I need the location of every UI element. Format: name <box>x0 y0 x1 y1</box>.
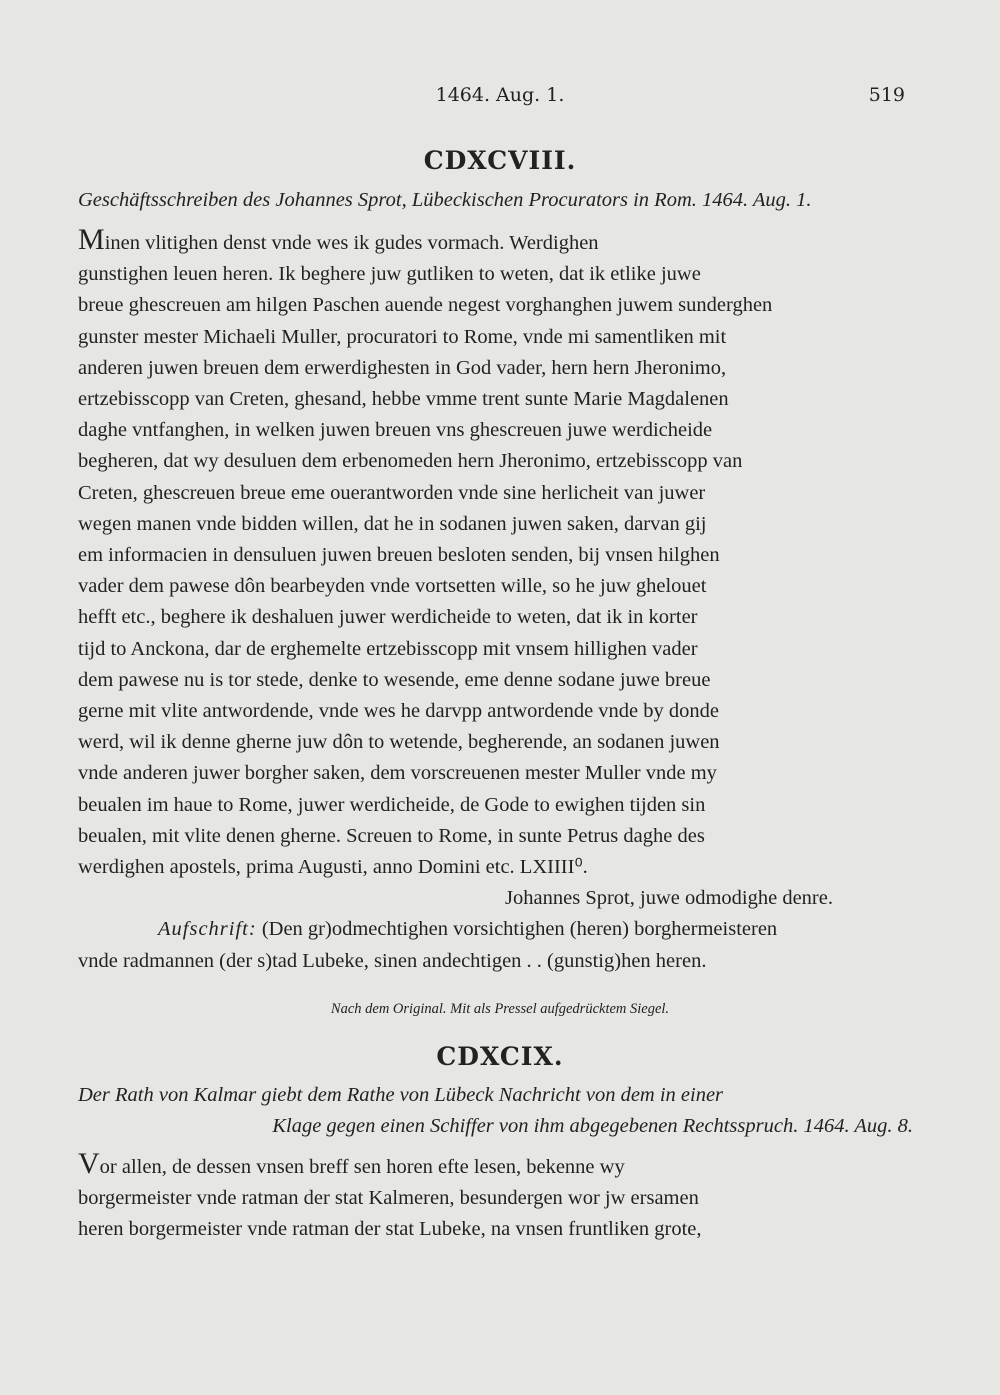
text-line: daghe vntfanghen, in welken juwen breuen vns ghescreuen juwe werdicheide <box>78 419 713 442</box>
heading-line: Der Rath von Kalmar giebt dem Rathe von Lübeck Nachricht von dem in einer <box>78 1084 724 1106</box>
text-line: beualen, mit vlite denen gherne. Screuen to Rome, in sunte Petrus daghe des <box>78 824 705 847</box>
text-line: heren borgermeister vnde ratman der stat Lubeke, na vnsen fruntliken grote, <box>78 1218 702 1241</box>
text-line: ertzebisscopp van Creten, ghesand, hebbe vmme trent sunte Marie Magdalenen <box>78 388 729 411</box>
text-line: Creten, ghescreuen breue eme ouerantworden vnde sine herlicheit van juwer <box>78 481 706 504</box>
text-line: Vor allen, de dessen vnsen breff sen horen efte lesen, bekenne wy <box>78 1147 625 1180</box>
document-heading <box>78 1080 913 1142</box>
page-number: 519 <box>868 84 905 106</box>
text-line: vnde anderen juwer borgher saken, dem vorscreuenen mester Muller vnde my <box>78 762 717 785</box>
address-line: vnde radmannen (der s)tad Lubeke, sinen andechtigen . . (gunstig)hen heren. <box>78 949 707 972</box>
document-body <box>78 1147 908 1246</box>
text-line: gunster mester Michaeli Muller, procuratori to Rome, vnde mi samentliken mit <box>78 325 727 348</box>
text-line: hefft etc., beghere ik deshaluen juwer werdicheide to weten, dat ik in korter <box>78 606 698 629</box>
initial-letter: M <box>78 223 105 256</box>
text-line: anderen juwen breuen dem erwerdighesten in God vader, hern hern Jheronimo, <box>78 356 727 379</box>
text-line: breue ghescreuen am hilgen Paschen auende negest vorghanghen juwem sunderghen <box>78 294 773 317</box>
text-line: werd, wil ik denne gherne juw dôn to wetende, begherende, an sodanen juwen <box>78 731 720 754</box>
document-number: CDXCIX. <box>436 1042 564 1071</box>
text-line: vader dem pawese dôn bearbeyden vnde vortsetten wille, so he juw ghelouet <box>78 575 707 598</box>
running-head <box>0 84 1000 114</box>
text-line: wegen manen vnde bidden willen, dat he in sodanen juwen saken, darvan gij <box>78 512 707 535</box>
text-line: borgermeister vnde ratman der stat Kalmeren, besundergen wor jw ersamen <box>78 1187 699 1210</box>
text-line: beualen im haue to Rome, juwer werdicheide, de Gode to ewighen tijden sin <box>78 793 706 816</box>
text-line: dem pawese nu is tor stede, denke to wesende, eme denne sodane juwe breue <box>78 668 711 691</box>
text-line: werdighen apostels, prima Augusti, anno Domini etc. LXIIII⁰. <box>78 856 588 879</box>
text-line: em informacien in densuluen juwen breuen besloten senden, bij vnsen hilghen <box>78 544 720 567</box>
running-head-date: 1464. Aug. 1. <box>435 84 565 106</box>
heading-line: Klage gegen einen Schiffer von ihm abgegebenen Rechtsspruch. 1464. Aug. 8. <box>272 1115 913 1137</box>
text-line: tijd to Anckona, dar de erghemelte ertzebisscopp mit vnsem hillighen vader <box>78 637 698 660</box>
text-line: begheren, dat wy desuluen dem erbenomeden hern Jheronimo, ertzebisscopp van <box>78 450 743 473</box>
signature: Johannes Sprot, juwe odmodighe denre. <box>505 887 833 910</box>
document-body <box>78 223 908 977</box>
document-heading: Geschäftsschreiben des Johannes Sprot, Lübeckischen Procurators in Rom. 1464. Aug. 1. <box>78 189 812 211</box>
document-number: CDXCVIII. <box>423 146 577 175</box>
address-label: Aufschrift: <box>158 918 257 941</box>
initial-letter: V <box>78 1147 100 1180</box>
address-line: Aufschrift: (Den gr)odmechtighen vorsichtighen (heren) borghermeisteren <box>158 918 778 941</box>
text-line: gunstighen leuen heren. Ik beghere juw gutliken to weten, dat ik etlike juwe <box>78 263 701 286</box>
text-line: Minen vlitighen denst vnde wes ik gudes vormach. Werdighen <box>78 223 599 256</box>
text-line: gerne mit vlite antwordende, vnde wes he darvpp antwordende vnde by donde <box>78 700 719 723</box>
source-note: Nach dem Original. Mit als Pressel aufgedrücktem Siegel. <box>330 1001 670 1017</box>
